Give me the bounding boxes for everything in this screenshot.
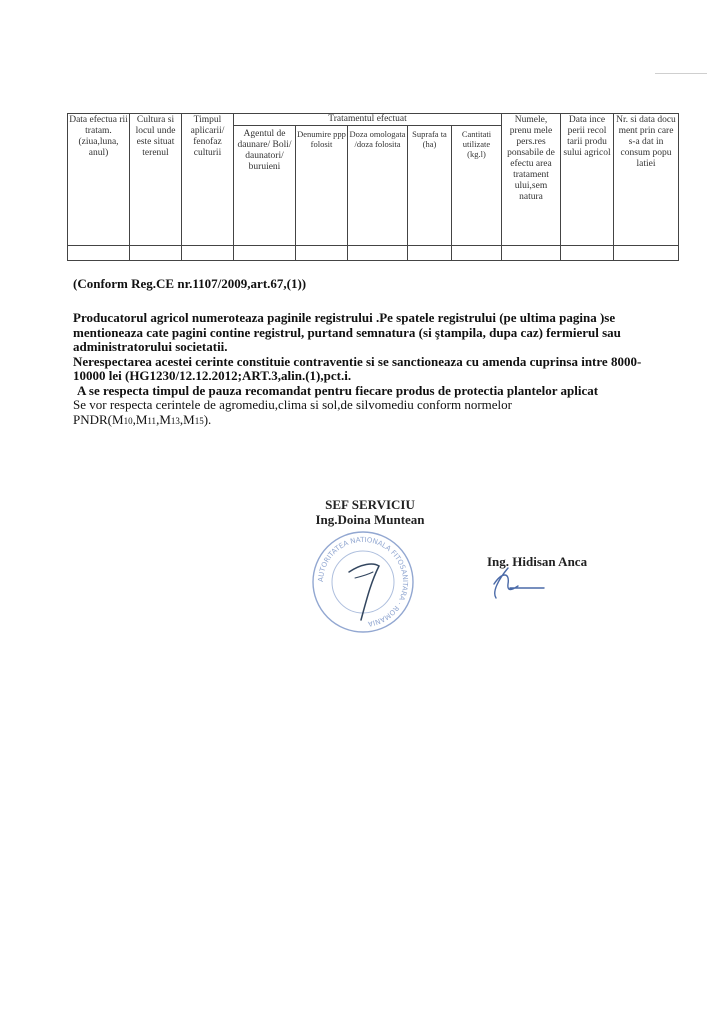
header-crop: Cultura si locul unde este situat terenul xyxy=(130,114,182,246)
measure-prefix: M xyxy=(135,411,148,427)
header-time: Timpul aplicarii/ fenofaz culturii xyxy=(182,114,234,246)
chief-name: Ing.Doina Muntean xyxy=(315,511,425,527)
measure-m10: 10 xyxy=(123,415,133,426)
measure-m11: 11 xyxy=(147,415,157,426)
chief-signature-block xyxy=(300,498,440,527)
header-document: Nr. si data docu ment prin care s-a dat in consum popu latiei xyxy=(614,114,679,246)
header-responsible: Numele, prenu mele pers.res ponsabile de efectu area tratament ului,sem natura xyxy=(502,114,561,246)
treatment-register-table xyxy=(67,113,679,261)
measure-prefix: M xyxy=(183,411,195,427)
second-signature-name: Ing. Hidisan Anca xyxy=(487,554,588,569)
note-numbering: Producatorul agricol numeroteaza paginile registrului .Pe spatele registrului (pe ultima pagina )se mentioneaza cate pagini contine registrul, purtand semnatura (si ştampila, dupa caz) fermierul sau administratorului societatii. xyxy=(73,310,621,354)
header-product: Denumire ppp folosit xyxy=(296,126,348,246)
pndr-prefix: PNDR(M xyxy=(73,411,124,427)
note-agromediu: Se vor respecta cerintele de agromediu,clima si sol,de silvomediu conform normelor xyxy=(73,397,512,412)
measure-m13: 13 xyxy=(170,415,180,426)
header-agent: Agentul de daunare/ Boli/ daunatori/ buruieni xyxy=(234,126,296,246)
header-dose: Doza omologata /doza folosita xyxy=(348,126,408,246)
measure-prefix: M xyxy=(159,411,171,427)
table-row xyxy=(68,246,679,261)
note-pause-time: A se respecta timpul de pauza recomandat pentru fiecare produs de protectia plantelor aplicat xyxy=(77,382,599,398)
header-treatment: Tratamentul efectuat xyxy=(234,114,502,126)
scan-mark xyxy=(655,73,707,74)
header-date: Data efectua rii tratam. (ziua,luna, anul) xyxy=(68,114,130,246)
header-quantity: Cantitati utilizate (kg.l) xyxy=(452,126,502,246)
notes-block xyxy=(73,311,673,428)
note-pndr xyxy=(73,413,673,429)
header-harvest: Data ince perii recol tarii produ sului agricol xyxy=(561,114,614,246)
conform-note: (Conform Reg.CE nr.1107/2009,art.67,(1)) xyxy=(73,276,307,291)
official-stamp xyxy=(309,528,417,636)
note-penalty: Nerespectarea acestei cerinte constituie contraventie si se sanctioneaza cu amenda cuprinsa intre 8000-10000 lei (HG1230/12.12.2012;ART.3,alin.(1),pct.i. xyxy=(73,353,642,383)
pndr-suffix: ). xyxy=(203,411,212,427)
chief-title: SEF SERVICIU xyxy=(325,497,415,512)
separator: , xyxy=(179,411,184,427)
measure-m15: 15 xyxy=(194,415,204,426)
handwritten-signature xyxy=(488,566,548,600)
separator: , xyxy=(156,411,160,427)
header-area: Suprafa ta (ha) xyxy=(408,126,452,246)
separator: , xyxy=(132,411,136,427)
stamp-text: AUTORITATEA NATIONALA FITOSANITARA · ROMANIA xyxy=(316,535,410,628)
